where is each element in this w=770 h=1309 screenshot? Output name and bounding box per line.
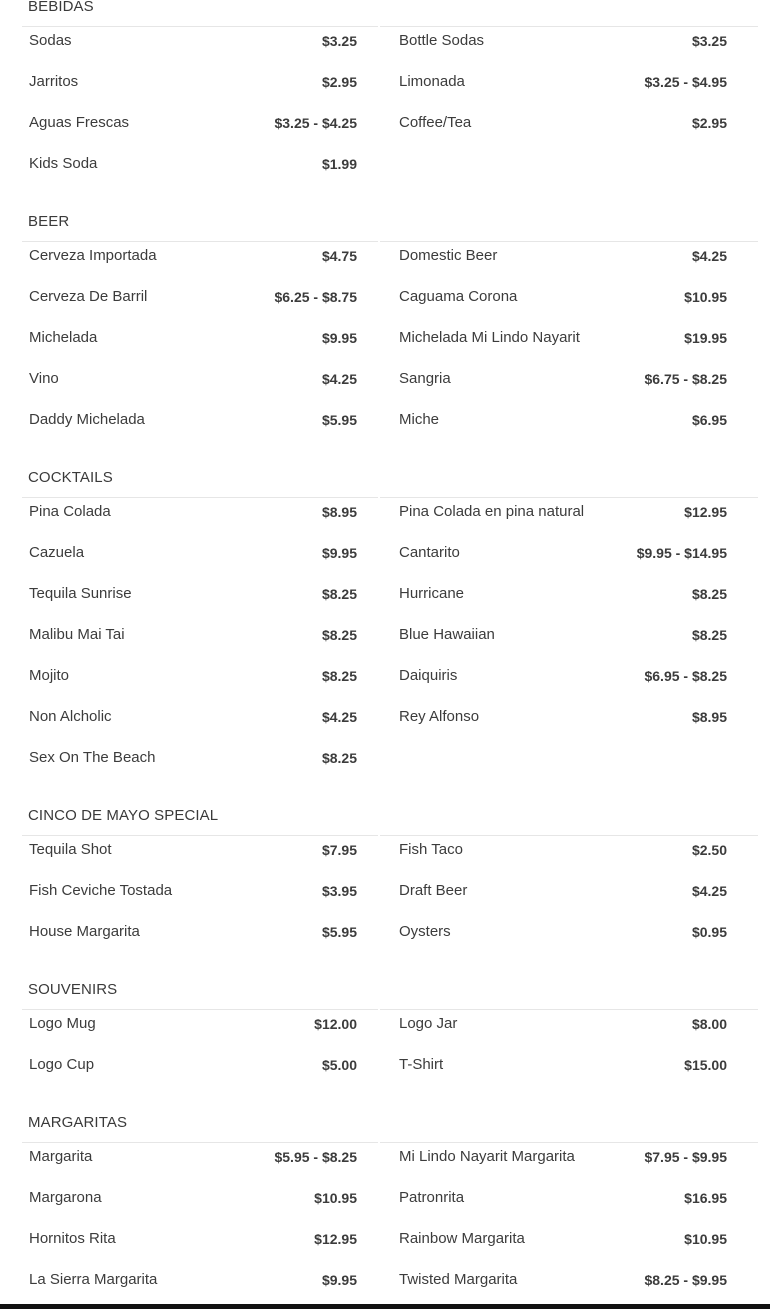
menu-item-name: Coffee/Tea	[399, 114, 472, 131]
menu-item	[399, 287, 727, 307]
menu-item-price: $5.95	[321, 412, 357, 428]
menu-item	[29, 1188, 357, 1208]
menu-item-name: Pina Colada en pina natural	[399, 503, 585, 520]
menu-item	[399, 1229, 727, 1249]
menu-item-price: $10.95	[314, 1190, 357, 1206]
menu-item-name: Miche	[399, 411, 440, 428]
menu-item-name: Vino	[29, 370, 59, 387]
menu-item	[399, 1014, 727, 1034]
section-divider	[22, 1009, 378, 1010]
menu-item-name: Margarita	[29, 1148, 93, 1165]
bottom-bar	[0, 1304, 770, 1309]
menu-item-name: Cazuela	[29, 544, 85, 561]
menu-item	[29, 154, 357, 174]
menu-item-name: T-Shirt	[399, 1056, 444, 1073]
menu-item	[399, 625, 727, 645]
menu-item-name: Limonada	[399, 73, 465, 90]
menu-item	[29, 707, 357, 727]
menu-item	[29, 287, 357, 307]
menu-item-price: $3.95	[321, 883, 357, 899]
menu-item-price: $3.25 - $4.25	[274, 115, 357, 131]
menu-item-price: $5.95 - $8.25	[274, 1149, 357, 1165]
menu-item-price: $10.95	[684, 289, 727, 305]
menu-item-name: Aguas Frescas	[29, 114, 130, 131]
section-divider	[22, 1142, 378, 1143]
menu-item-price: $9.95	[321, 1272, 357, 1288]
menu-item	[399, 246, 727, 266]
section-divider	[380, 497, 758, 498]
menu-item-price: $2.95	[321, 74, 357, 90]
menu-item-price: $8.95	[691, 709, 727, 725]
menu-item	[29, 1147, 357, 1167]
menu-item-price: $8.25 - $9.95	[644, 1272, 727, 1288]
menu-item-price: $5.95	[321, 924, 357, 940]
menu-item-name: Draft Beer	[399, 882, 468, 899]
menu-item	[29, 840, 357, 860]
menu-item-price: $7.95	[321, 842, 357, 858]
menu-item-name: Logo Mug	[29, 1015, 96, 1032]
menu-item-name: Oysters	[399, 923, 451, 940]
menu-item-price: $12.95	[684, 504, 727, 520]
menu-item	[399, 666, 727, 686]
menu-item-price: $4.25	[691, 248, 727, 264]
section-title: BEER	[28, 213, 70, 230]
menu-item-price: $19.95	[684, 330, 727, 346]
menu-item-price: $12.95	[314, 1231, 357, 1247]
menu-item-name: Tequila Sunrise	[29, 585, 132, 602]
menu-item-name: Rainbow Margarita	[399, 1230, 525, 1247]
menu-item	[29, 113, 357, 133]
menu-item	[399, 502, 727, 522]
menu-item	[29, 543, 357, 563]
menu-item-name: Daiquiris	[399, 667, 458, 684]
menu-item	[29, 584, 357, 604]
menu-item-name: Daddy Michelada	[29, 411, 145, 428]
menu-item-price: $0.95	[691, 924, 727, 940]
section-divider	[22, 26, 378, 27]
menu-item-name: Non Alcholic	[29, 708, 112, 725]
menu-item-price: $8.00	[691, 1016, 727, 1032]
menu-item	[399, 1188, 727, 1208]
menu-item	[29, 502, 357, 522]
section-title: MARGARITAS	[28, 1114, 128, 1131]
menu-item-name: Sex On The Beach	[29, 749, 156, 766]
menu-item-name: Sodas	[29, 32, 72, 49]
menu-item-price: $4.25	[691, 883, 727, 899]
section-title: SOUVENIRS	[28, 981, 118, 998]
menu-item	[29, 1229, 357, 1249]
menu-item-price: $7.95 - $9.95	[644, 1149, 727, 1165]
menu-item	[29, 246, 357, 266]
section-divider	[380, 241, 758, 242]
menu-item-name: Pina Colada	[29, 503, 111, 520]
menu-item-name: Kids Soda	[29, 155, 98, 172]
menu-item-price: $3.25 - $4.95	[644, 74, 727, 90]
menu-item-name: Rey Alfonso	[399, 708, 480, 725]
menu-item	[29, 748, 357, 768]
menu-item-name: Hornitos Rita	[29, 1230, 116, 1247]
menu-item-name: Margarona	[29, 1189, 102, 1206]
menu-item	[29, 410, 357, 430]
menu-item-price: $6.95 - $8.25	[644, 668, 727, 684]
menu-item-price: $12.00	[314, 1016, 357, 1032]
menu-item-price: $4.25	[321, 371, 357, 387]
menu-item-price: $9.95	[321, 330, 357, 346]
menu-item-price: $2.95	[691, 115, 727, 131]
menu-item	[399, 1270, 727, 1290]
section-divider	[380, 1009, 758, 1010]
menu-item-name: Bottle Sodas	[399, 32, 485, 49]
menu-item-price: $1.99	[321, 156, 357, 172]
menu-item-name: Domestic Beer	[399, 247, 498, 264]
menu-item-price: $8.25	[691, 627, 727, 643]
menu-item-name: Mi Lindo Nayarit Margarita	[399, 1148, 575, 1165]
menu-item-name: Hurricane	[399, 585, 465, 602]
menu-item	[399, 1147, 727, 1167]
section-divider	[380, 835, 758, 836]
menu-item-price: $6.75 - $8.25	[644, 371, 727, 387]
menu-item-price: $8.25	[321, 586, 357, 602]
menu-item-name: Fish Ceviche Tostada	[29, 882, 173, 899]
menu-item	[399, 410, 727, 430]
menu-item	[399, 707, 727, 727]
menu-item	[29, 72, 357, 92]
menu-item-price: $4.25	[321, 709, 357, 725]
menu-item-name: Cantarito	[399, 544, 460, 561]
menu-item	[399, 328, 727, 348]
menu-item	[399, 840, 727, 860]
menu-item	[29, 369, 357, 389]
menu-item-name: Cerveza Importada	[29, 247, 157, 264]
menu-item	[29, 328, 357, 348]
section-divider	[380, 26, 758, 27]
menu-item	[29, 1055, 357, 1075]
menu-item-name: Mojito	[29, 667, 70, 684]
menu-item-name: Logo Cup	[29, 1056, 95, 1073]
menu-item-name: Cerveza De Barril	[29, 288, 148, 305]
menu-item-name: Tequila Shot	[29, 841, 112, 858]
menu-item-name: Blue Hawaiian	[399, 626, 495, 643]
menu-item-price: $8.25	[321, 668, 357, 684]
menu-item-name: La Sierra Margarita	[29, 1271, 158, 1288]
menu-item	[29, 881, 357, 901]
menu-item-price: $9.95 - $14.95	[636, 545, 727, 561]
menu-item	[399, 369, 727, 389]
menu-item-name: House Margarita	[29, 923, 140, 940]
menu-item	[29, 1270, 357, 1290]
menu-item-name: Caguama Corona	[399, 288, 518, 305]
menu-item-price: $4.75	[321, 248, 357, 264]
menu-item	[29, 922, 357, 942]
menu-item-price: $2.50	[691, 842, 727, 858]
menu-item-price: $3.25	[321, 33, 357, 49]
menu-item	[399, 543, 727, 563]
menu-item-price: $16.95	[684, 1190, 727, 1206]
menu-item-name: Twisted Margarita	[399, 1271, 518, 1288]
menu-item	[399, 31, 727, 51]
section-divider	[22, 835, 378, 836]
section-title: BEBIDAS	[28, 0, 94, 15]
menu-item-name: Sangria	[399, 370, 451, 387]
menu-item	[29, 31, 357, 51]
section-divider	[380, 1142, 758, 1143]
menu-item-price: $15.00	[684, 1057, 727, 1073]
menu-item-price: $6.25 - $8.75	[274, 289, 357, 305]
section-divider	[22, 241, 378, 242]
menu-item	[399, 113, 727, 133]
section-title: COCKTAILS	[28, 469, 113, 486]
menu-item	[399, 881, 727, 901]
menu-item-name: Logo Jar	[399, 1015, 458, 1032]
menu-item-price: $8.25	[691, 586, 727, 602]
menu-item-price: $8.95	[321, 504, 357, 520]
menu-item-name: Malibu Mai Tai	[29, 626, 125, 643]
menu-item	[29, 1014, 357, 1034]
menu-item-name: Michelada	[29, 329, 98, 346]
menu-item-name: Jarritos	[29, 73, 79, 90]
menu-item-price: $3.25	[691, 33, 727, 49]
menu-item-name: Patronrita	[399, 1189, 465, 1206]
menu-item-price: $8.25	[321, 627, 357, 643]
menu-item	[399, 72, 727, 92]
menu-item	[29, 625, 357, 645]
section-divider	[22, 497, 378, 498]
menu-item-price: $10.95	[684, 1231, 727, 1247]
menu-item-name: Michelada Mi Lindo Nayarit	[399, 329, 580, 346]
menu-item	[399, 584, 727, 604]
menu-item-price: $9.95	[321, 545, 357, 561]
menu-item-price: $5.00	[321, 1057, 357, 1073]
section-title: CINCO DE MAYO SPECIAL	[28, 807, 219, 824]
menu-item	[399, 1055, 727, 1075]
menu-item-price: $6.95	[691, 412, 727, 428]
menu-item-price: $8.25	[321, 750, 357, 766]
menu-item-name: Fish Taco	[399, 841, 463, 858]
menu-item	[29, 666, 357, 686]
menu-item	[399, 922, 727, 942]
